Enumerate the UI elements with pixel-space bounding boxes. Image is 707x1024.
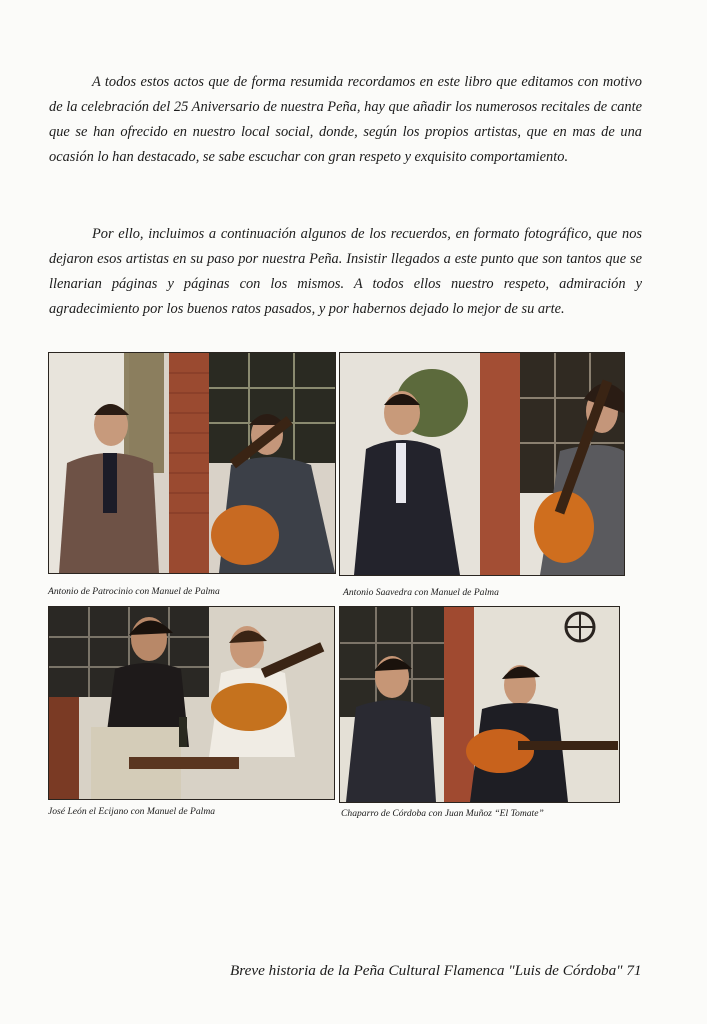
photo-antonio-saavedra (339, 352, 625, 576)
intro-paragraph: A todos estos actos que de forma resumida recordamos en este libro que editamos con motivo de la celebración del 25 Aniversario de nuestra Peña, hay que añadir los numerosos recitales de cante que se han ofrecido en nuestro local social, donde, según los propios artistas, que en mas de una ocasión lo han destacado, se sabe escuchar con gran respeto y exquisito comportamiento. (49, 74, 642, 165)
photo-caption: Antonio de Patrocinio con Manuel de Palma (48, 586, 220, 597)
page-footer: Breve historia de la Peña Cultural Flamenca "Luis de Córdoba" 71 (230, 962, 642, 979)
photo-antonio-de-patrocinio (48, 352, 336, 574)
photo-caption: Chaparro de Córdoba con Juan Muñoz “El Tomate” (341, 808, 544, 819)
photo-caption: Antonio Saavedra con Manuel de Palma (343, 587, 499, 598)
photos-intro-paragraph: Por ello, incluimos a continuación algunos de los recuerdos, en formato fotográfico, que nos dejaron esos artistas en su paso por nuestra Peña. Insistir llegados a este punto que son tantos que se llenarian páginas y páginas con los mismos. A todos ellos nuestro respeto, admiración y agradecimiento por los buenos ratos pasados, y por habernos dejado lo mejor de su arte. (49, 226, 642, 317)
photo-chaparro-de-cordoba (339, 606, 620, 803)
photo-jose-leon-el-ecijano (48, 606, 335, 800)
photo-caption: José León el Ecijano con Manuel de Palma (48, 806, 216, 817)
